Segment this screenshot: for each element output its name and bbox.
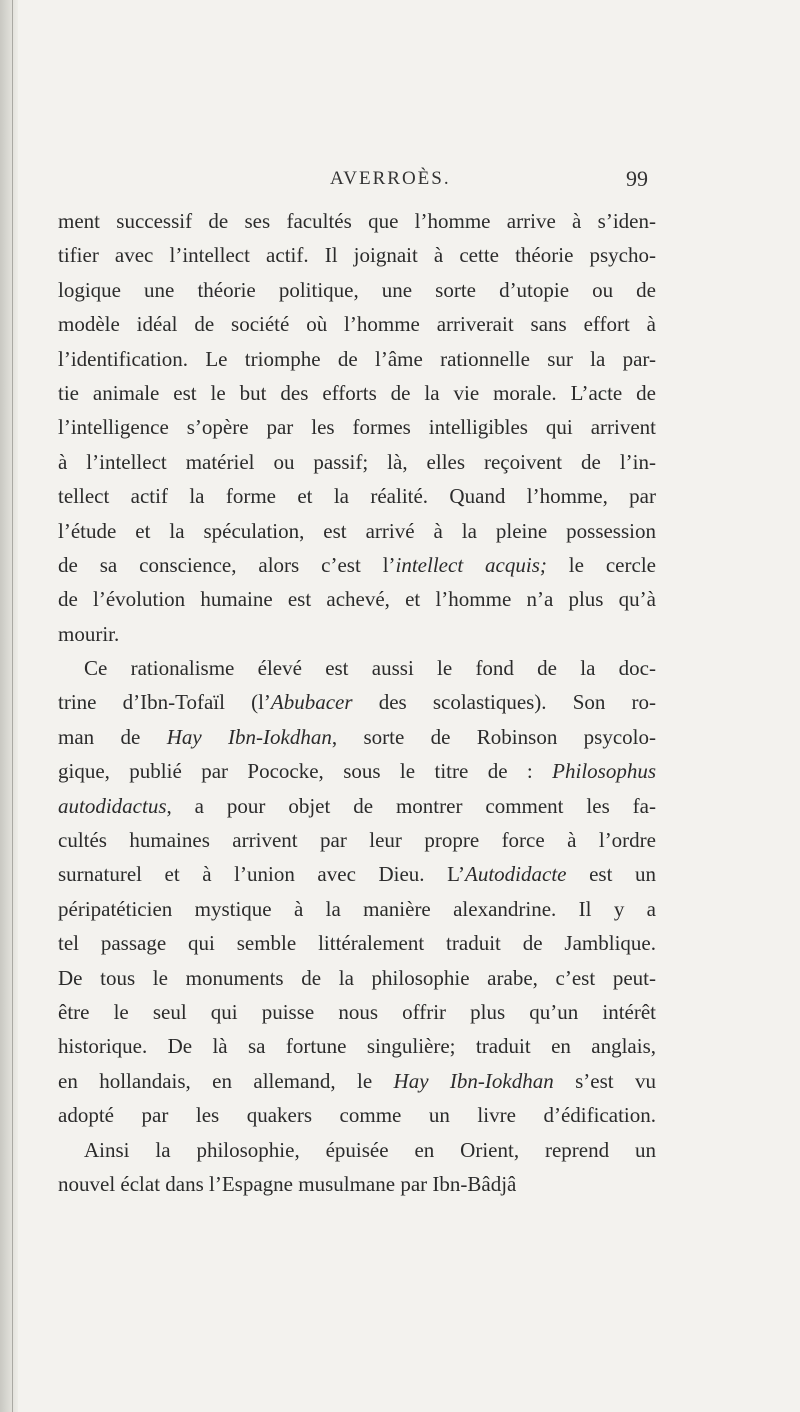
text-segment: de sa conscience, alors c’est l’ [58,552,396,577]
text-segment: péripatéticien mystique à la manière alexandrine. Il y a [58,896,656,921]
text-segment: modèle idéal de société où l’homme arriverait sans effort à [58,312,656,337]
text-line [58,651,656,685]
text-segment: De tous le monuments de la philosophie arabe, c’est peut- [58,965,656,990]
text-segment: tie animale est le but des efforts de la vie morale. L’acte de [58,380,656,405]
text-line [58,720,656,754]
italic-text: Philosophus [552,759,656,784]
text-line [58,961,656,995]
text-line [58,376,656,410]
text-line [58,685,656,719]
text-segment: ment successif de ses facultés que l’homme arrive à s’iden- [58,209,656,233]
text-line [58,238,656,272]
text-line [58,445,656,479]
italic-text: Abubacer [270,690,353,715]
text-segment: Ainsi la philosophie, épuisée en Orient, reprend un [84,1137,656,1162]
italic-text: Hay Ibn-Iokdhan [393,1068,554,1093]
text-segment: Ce rationalisme élevé est aussi le fond de la doc- [84,656,656,681]
text-segment: l’identification. Le triomphe de l’âme rationnelle sur la par- [58,346,656,371]
text-line [58,857,656,891]
text-segment: mourir. [58,621,120,646]
page-number: 99 [626,166,648,191]
text-line [58,1133,656,1167]
text-line [58,754,656,788]
text-segment: logique une théorie politique, une sorte d’utopie ou de [58,277,656,302]
text-line [58,273,656,307]
text-segment: être le seul qui puisse nous offrir plus qu’un intérêt [58,999,656,1024]
text-segment: l’étude et la spéculation, est arrivé à la pleine possession [58,518,656,543]
running-title: AVERROÈS. [330,168,451,189]
text-segment: tifier avec l’intellect actif. Il joignait à cette théorie psycho- [58,243,656,268]
text-segment: tellect actif la forme et la réalité. Quand l’homme, par [58,484,656,509]
text-segment: cultés humaines arrivent par leur propre force à l’ordre [58,828,656,853]
text-segment: man de [58,724,167,749]
italic-text: intellect acquis; [395,552,547,577]
text-line [58,582,656,616]
text-segment: adopté par les quakers comme un livre d’édification. [58,1103,656,1128]
text-segment: à l’intellect matériel ou passif; là, elles reçoivent de l’in- [58,449,656,474]
text-segment: nouvel éclat dans l’Espagne musulmane par Ibn-Bâdjâ [58,1171,517,1196]
text-segment: l’intelligence s’opère par les formes intelligibles qui arrivent [58,415,656,440]
text-segment: historique. De là sa fortune singulière; traduit en anglais, [58,1034,656,1059]
text-line [58,1098,656,1132]
text-line [58,789,656,823]
text-line [58,479,656,513]
text-segment: gique, publié par Pococke, sous le titre de : [58,759,553,784]
text-line [58,204,656,238]
text-line [58,307,656,341]
text-segment: trine d’Ibn-Tofaïl (l’ [58,690,271,715]
text-segment: en hollandais, en allemand, le [58,1068,394,1093]
page-binding-edge [0,0,18,1412]
page-header [0,168,800,198]
text-line [58,617,656,651]
text-segment: de l’évolution humaine est achevé, et l’homme n’a plus qu’à [58,587,656,612]
body-text [58,204,656,1201]
text-segment: , sorte de Robinson psycolo- [331,724,656,749]
text-line [58,342,656,376]
text-line [58,995,656,1029]
text-segment: surnaturel et à l’union avec Dieu. L’ [58,862,466,887]
text-line [58,514,656,548]
text-line [58,548,656,582]
page-binding-line [12,0,13,1412]
italic-text: Hay Ibn-Iokdhan [166,724,332,749]
text-segment: , a pour objet de montrer comment les fa- [166,793,656,818]
text-line [58,410,656,444]
text-segment: des scolastiques). Son ro- [352,690,656,715]
text-line [58,1029,656,1063]
text-line [58,1064,656,1098]
text-segment: tel passage qui semble littéralement traduit de Jamblique. [58,931,656,956]
text-line [58,892,656,926]
text-line [58,1167,656,1201]
text-line [58,823,656,857]
text-line [58,926,656,960]
italic-text: Autodidacte [465,862,567,887]
italic-text: autodidactus [58,793,167,818]
text-segment: est un [566,862,656,887]
text-segment: s’est vu [553,1068,656,1093]
text-segment: le cercle [546,552,656,577]
